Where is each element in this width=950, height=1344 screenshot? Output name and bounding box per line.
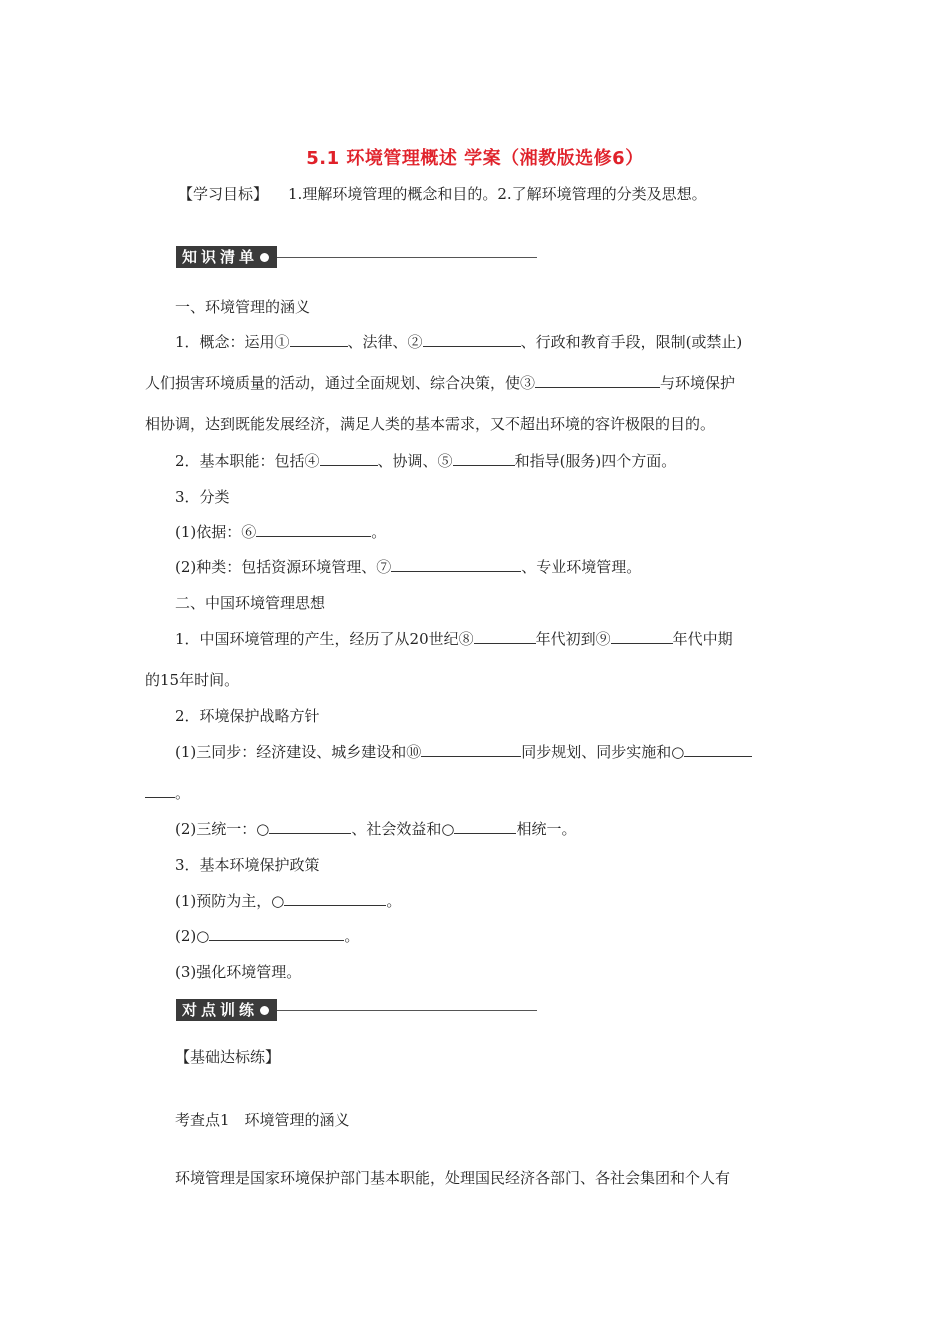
- goal-label: 【学习目标】: [178, 185, 269, 203]
- blank-field[interactable]: [454, 819, 516, 834]
- paragraph: (3)强化环境管理。: [175, 963, 302, 981]
- page-title: 5.1 环境管理概述 学案（湘教版选修6）: [306, 148, 644, 169]
- heading-2: 二、中国环境管理思想: [175, 594, 326, 612]
- divider: [277, 257, 537, 258]
- section-header-knowledge: [176, 246, 537, 268]
- blank-field[interactable]: [284, 891, 386, 906]
- paragraph: 2．基本职能：包括④ 、协调、⑤ 和指导(服务)四个方面。: [175, 452, 677, 470]
- blank-field[interactable]: [421, 742, 521, 757]
- paragraph: (1)预防为主，○ 。: [175, 892, 402, 910]
- blank-field[interactable]: [535, 373, 660, 388]
- paragraph: (1)依据：⑥ 。: [175, 523, 387, 541]
- blank-field[interactable]: [684, 742, 752, 757]
- blank-field[interactable]: [320, 451, 378, 466]
- blank-field[interactable]: [256, 522, 371, 537]
- subheading: 【基础达标练】: [175, 1048, 281, 1066]
- paragraph: 。: [145, 782, 190, 803]
- blank-field[interactable]: [423, 332, 521, 347]
- blank-field[interactable]: [474, 629, 536, 644]
- section-header-practice: [176, 999, 537, 1021]
- paragraph: 人们损害环境质量的活动，通过全面规划、综合决策，使③ 与环境保护: [145, 374, 736, 392]
- blank-field[interactable]: [611, 629, 673, 644]
- bullet-icon: [260, 1006, 269, 1015]
- paragraph: (1)三同步：经济建设、城乡建设和⑩ 同步规划、同步实施和○: [175, 741, 752, 762]
- heading-3: 3．基本环境保护政策: [175, 856, 320, 874]
- heading-1: 一、环境管理的涵义: [175, 298, 311, 316]
- blank-field[interactable]: [453, 451, 515, 466]
- section-title: 知识清单: [182, 248, 259, 266]
- paragraph: 的15年时间。: [145, 671, 240, 689]
- paragraph: 环境管理是国家环境保护部门基本职能，处理国民经济各部门、各社会集团和个人有: [175, 1169, 731, 1187]
- goal-text: 1.理解环境管理的概念和目的。2.了解环境管理的分类及思想。: [288, 185, 707, 203]
- paragraph: 相协调，达到既能发展经济，满足人类的基本需求，又不超出环境的容许极限的目的。: [145, 415, 716, 433]
- paragraph: 1．概念：运用① 、法律、② 、行政和教育手段，限制(或禁止): [175, 333, 743, 351]
- blank-field[interactable]: [290, 332, 348, 347]
- divider: [277, 1010, 537, 1011]
- paragraph: (2)种类：包括资源环境管理、⑦ 、专业环境管理。: [175, 558, 642, 576]
- paragraph: 2．环境保护战略方针: [175, 707, 320, 725]
- learning-goals: [178, 183, 707, 204]
- exam-point: 考查点1 环境管理的涵义: [175, 1111, 350, 1129]
- blank-field[interactable]: [391, 557, 521, 572]
- section-title: 对点训练: [182, 1001, 259, 1019]
- blank-field[interactable]: [145, 783, 175, 798]
- heading-3: 3．分类: [175, 488, 230, 506]
- paragraph: (2)三统一：○ 、社会效益和○ 相统一。: [175, 820, 577, 838]
- paragraph: (2)○ 。: [175, 927, 360, 945]
- blank-field[interactable]: [269, 819, 351, 834]
- paragraph: 1．中国环境管理的产生，经历了从20世纪⑧ 年代初到⑨ 年代中期: [175, 630, 733, 648]
- bullet-icon: [260, 253, 269, 262]
- blank-field[interactable]: [209, 926, 344, 941]
